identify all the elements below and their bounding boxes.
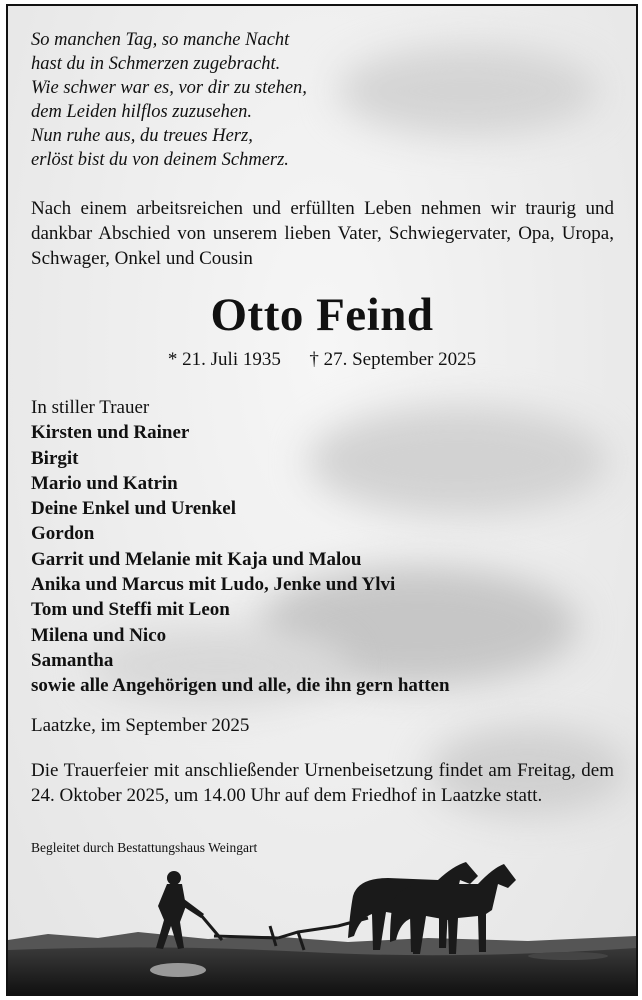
obituary-card [6, 4, 638, 996]
obituary-content [8, 6, 636, 994]
poem-line: Wie schwer war es, vor dir zu stehen, [31, 78, 307, 98]
place-and-date: Laatzke, im September 2025 [31, 715, 250, 736]
mourner-entry: sowie alle Angehörigen und alle, die ihn gern hatten [31, 675, 450, 697]
mourners-list [31, 395, 450, 699]
intro-text: Nach einem arbeitsreichen und erfüllten Leben nehmen wir traurig und dankbar Abschied von unserem lieben Vater, Schwiegervater, Opa, Uropa, Schwager, Onkel und Cousin [31, 198, 614, 269]
mourner-entry: Garrit und Melanie mit Kaja und Malou [31, 548, 362, 570]
mourner-entry: Gordon [31, 523, 95, 545]
mourners-lead: In stiller Trauer [31, 397, 150, 418]
poem [31, 28, 307, 172]
birth-date: * 21. Juli 1935 [167, 349, 281, 370]
undertaker-credit: Begleitet durch Bestattungshaus Weingart [31, 840, 258, 855]
mourner-entry: Anika und Marcus mit Ludo, Jenke und Ylvi [31, 574, 396, 596]
life-dates [8, 348, 636, 372]
mourner-entry: Kirsten und Rainer [31, 422, 190, 444]
death-date: † 27. September 2025 [309, 349, 477, 370]
mourner-entry: Tom und Steffi mit Leon [31, 599, 230, 621]
poem-line: Nun ruhe aus, du treues Herz, [31, 126, 253, 146]
mourner-entry: Mario und Katrin [31, 472, 178, 494]
funeral-notice: Die Trauerfeier mit anschließender Urnenbeisetzung findet am Freitag, dem 24. Oktober 2025, um 14.00 Uhr auf dem Friedhof in Laatzke statt. [31, 760, 614, 806]
mourner-entry: Birgit [31, 447, 79, 469]
mourner-entry: Deine Enkel und Urenkel [31, 498, 236, 520]
mourner-entry: Samantha [31, 649, 114, 671]
poem-line: erlöst bist du von deinem Schmerz. [31, 150, 289, 170]
poem-line: hast du in Schmerzen zugebracht. [31, 54, 281, 74]
mourner-entry: Milena und Nico [31, 624, 167, 646]
poem-line: So manchen Tag, so manche Nacht [31, 30, 290, 50]
deceased-name: Otto Feind [210, 289, 434, 341]
poem-line: dem Leiden hilflos zuzusehen. [31, 102, 252, 122]
